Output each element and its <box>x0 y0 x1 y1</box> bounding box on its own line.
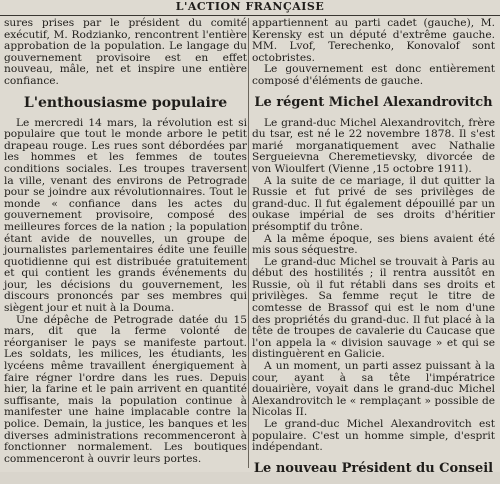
masthead-rule <box>0 15 500 16</box>
article-paragraph: Une dépêche de Petrograde datée du 15 mars, dit que la ferme volonté de réorganiser le pays se manifeste partout. Les soldats, les milices, les étudiants, les lycéens même travaillent énergiquement à faire régner l'ordre dans les rues. Depuis hier, la farine et le pain arrivent en quantité suffisante, mais la population continue à manifester une haine implacable contre la police. Demain, la justice, les banques et les diverses administrations recommenceront à fonctionner normalement. Les boutiques commenceront à ouvrir leurs portes. <box>4 313 247 465</box>
left-intro-paragraph: sures prises par le président du comité exécutif, M. Rodzianko, rencontrent l'entière approbation de la population. Le langage du gouvernement provisoire est en effet nouveau, mâle, net et inspire une entière confiance. <box>4 17 247 87</box>
right-intro-paragraph: appartiennent au parti cadet (gauche), M. Kerensky est un député d'extrême gauche. MM. Lvof, Terechenko, Konovalof sont octobristes. <box>252 17 495 64</box>
article-paragraph: Le grand-duc Michel Alexandrovitch, frère du tsar, est né le 22 novembre 1878. Il s'est marié morganatiquement avec Nathalie Sergueievna Cheremetievsky, divorcée de von Wioulfert (Vienne ,15 octobre 1911). <box>252 116 495 175</box>
article-paragraph: Le mercredi 14 mars, la révolution est si populaire que tout le monde arbore le petit drapeau rouge. Les rues sont débordées par les hommes et les femmes de toutes conditions sociales. Les troupes traversent la ville, venant des environs de Petrograde pour se joindre aux révolutionnaires. Tout le monde « confiance dans les actes du gouvernement provisoire, composé des meilleures forces de la nation ; la population étant avide de nouvelles, un groupe de journalistes parlementaires édite une feuille quotidienne qui est distribuée gratuitement et qui contient les grands événements du jour, les décisions du gouvernement, les discours prononcés par ses membres qui siègent jour et nuit à la Douma. <box>4 116 247 315</box>
right-column <box>252 18 495 484</box>
left-column <box>4 18 247 465</box>
article-paragraph: Le grand-duc Michel Alexandrovitch est populaire. C'est un homme simple, d'esprit indépendant. <box>252 418 495 454</box>
article-paragraph: Le grand-duc Michel se trouvait à Paris au début des hostilités ; il rentra aussitôt en Russie, où il fut rétabli dans ses droits et privilèges. Sa femme reçut le titre de comtesse de Brassof qui est le nom d'une des propriétés du grand-duc. Il fut placé à la tête de troupes de cavalerie du Caucase que l'on appela la « division sauvage » et qui se distinguèrent en Galicie. <box>252 255 495 361</box>
right-intro-paragraph: Le gouvernement est donc entièrement composé d'éléments de gauche. <box>252 63 495 87</box>
column-divider <box>248 18 249 468</box>
headline-president: Le nouveau Président du Conseil <box>253 460 494 476</box>
headline-regent: Le régent Michel Alexandrovitch <box>254 94 493 110</box>
headline-enthousiasme: L'enthousiasme populaire <box>23 94 228 111</box>
article-paragraph: A la même époque, ses biens avaient été mis sous séquestre. <box>252 232 495 257</box>
article-paragraph: A un moment, un parti assez puissant à la cour, ayant à sa tête l'impératrice douairière, voyait dans le grand-duc Michel Alexandrovitch le « remplaçant » possible de Nicolas II. <box>252 360 495 419</box>
masthead: L'ACTION FRANÇAISE <box>175 0 325 13</box>
article-paragraph: A la suite de ce mariage, il dut quitter la Russie et fut privé de ses privilèges de grand-duc. Il fut également dépouillé par un oukase impérial de ses droits d'héritier présomptif du trône. <box>252 174 495 233</box>
